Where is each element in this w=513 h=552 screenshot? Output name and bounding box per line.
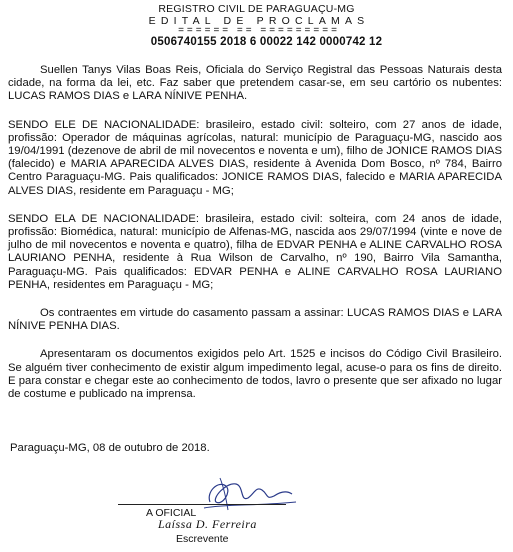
registry-title: REGISTRO CIVIL DE PARAGUAÇU-MG [158,3,355,15]
signature-line [118,504,286,505]
date-line: Paraguaçu-MG, 08 de outubro de 2018. [10,442,210,454]
edital-title: EDITAL DE PROCLAMAS [148,15,370,27]
signer-name: Laíssa D. Ferreira [158,517,257,531]
intro-paragraph: Suellen Tanys Vilas Boas Reis, Oficiala do Serviço Registral das Pessoas Naturais desta cidade, na forma da lei, etc. Faz saber que pretendem casar-se, em seu cartório os nubentes: LUCAS RAMOS DIAS e LARA NÍNIVE PENHA. [8,64,502,103]
handwritten-signature [196,472,306,516]
signer-title: Escrevente [176,533,229,545]
names-paragraph: Os contraentes em virtude do casamento passam a assinar: LUCAS RAMOS DIAS e LARA NÍNIVE PENHA DIAS. [8,307,502,333]
registration-code: 0506740155 2018 6 00022 142 0000742 12 [150,36,383,48]
document-body [8,64,502,416]
groom-paragraph: SENDO ELE DE NACIONALIDADE: brasileiro, estado civil: solteiro, com 27 anos de idade, profissão: Operador de máquinas agrícolas, natural: município de Paraguaçu-MG, nascido aos 19/04/1991 (dezenove de abril de mil novecentos e noventa e um), filho de JONICE RAMOS DIAS (falecido) e MARIA APARECIDA ALVES DIAS, residente à Avenida Dom Bosco, nº 784, Bairro Centro Paraguaçu-MG. Pais qualificados: JONICE RAMOS DIAS, falecido e MARIA APARECIDA ALVES DIAS, residente em Paraguaçu - MG; [8,118,502,197]
signer-role: A OFICIAL [146,507,197,519]
closing-paragraph: Apresentaram os documentos exigidos pelo Art. 1525 e incisos do Código Civil Brasileiro. Se alguém tiver conhecimento de existir algum impedimento legal, acuse-o para os fins de direito. E para constar e chegar este ao conhecimento de todos, lavro o presente que ser afixado no lugar de costume e publicado na imprensa. [8,348,502,401]
document-header [0,3,513,50]
bride-paragraph: SENDO ELA DE NACIONALIDADE: brasileira, estado civil: solteira, com 24 anos de idade, profissão: Biomédica, natural: município de Alfenas-MG, nascida aos 29/07/1994 (vinte e nove de julho de mil novecentos e noventa e quatro), filha de EDVAR PENHA e ALINE CARVALHO ROSA LAURIANO PENHA, residente à Rua Wilson de Carvalho, nº 190, Bairro Vila Samantha, Paraguaçu-MG. Pais qualificados: EDVAR PENHA e ALINE CARVALHO ROSA LAURIANO PENHA, residentes em Paraguaçu - MG; [8,212,502,291]
title-underline: ====== == ========= [178,25,340,36]
